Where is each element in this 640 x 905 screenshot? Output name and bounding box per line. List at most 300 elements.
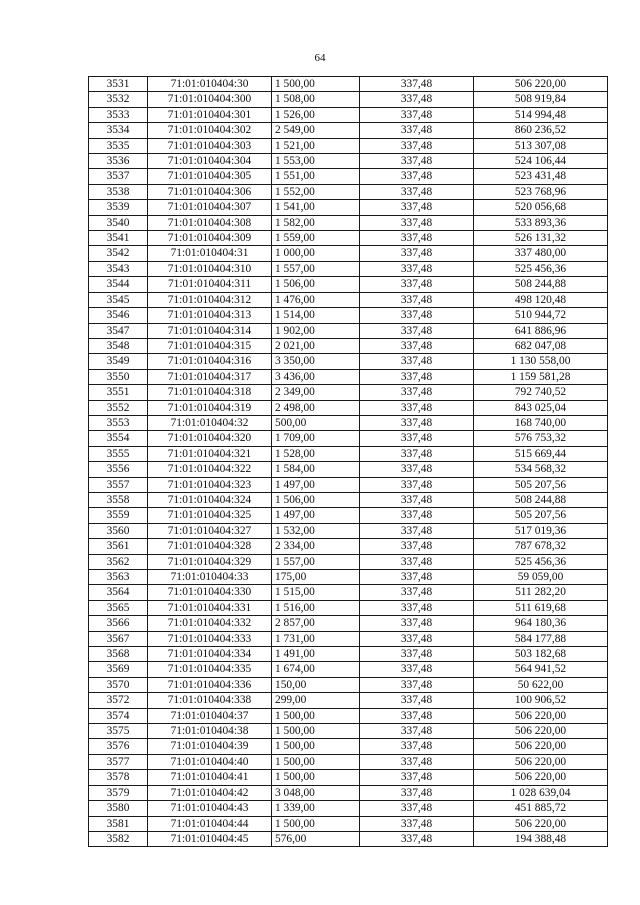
- row-number-cell: 3558: [89, 492, 148, 507]
- table-row: [89, 369, 608, 384]
- cadastral-value-cell: 508 919,84: [474, 92, 608, 107]
- rate-cell: 337,48: [360, 123, 474, 138]
- row-number-cell: 3578: [89, 770, 148, 785]
- cadastral-number-cell: 71:01:010404:30: [148, 77, 272, 92]
- area-cell: 1 541,00: [272, 200, 360, 215]
- table-row: [89, 508, 608, 523]
- cadastral-value-cell: 523 768,96: [474, 184, 608, 199]
- area-cell: 1 709,00: [272, 431, 360, 446]
- area-cell: 1 674,00: [272, 662, 360, 677]
- rate-cell: 337,48: [360, 77, 474, 92]
- row-number-cell: 3582: [89, 831, 148, 846]
- row-number-cell: 3577: [89, 754, 148, 769]
- cadastral-number-cell: 71:01:010404:328: [148, 539, 272, 554]
- cadastral-number-cell: 71:01:010404:306: [148, 184, 272, 199]
- row-number-cell: 3548: [89, 338, 148, 353]
- rate-cell: 337,48: [360, 662, 474, 677]
- rate-cell: 337,48: [360, 354, 474, 369]
- area-cell: 1 500,00: [272, 739, 360, 754]
- cadastral-value-cell: 517 019,36: [474, 523, 608, 538]
- table-row: [89, 477, 608, 492]
- table-row: [89, 107, 608, 122]
- cadastral-number-cell: 71:01:010404:41: [148, 770, 272, 785]
- row-number-cell: 3532: [89, 92, 148, 107]
- area-cell: 1 000,00: [272, 246, 360, 261]
- rate-cell: 337,48: [360, 246, 474, 261]
- area-cell: 3 048,00: [272, 785, 360, 800]
- table-row: [89, 431, 608, 446]
- row-number-cell: 3565: [89, 600, 148, 615]
- cadastral-number-cell: 71:01:010404:300: [148, 92, 272, 107]
- cadastral-value-cell: 1 028 639,04: [474, 785, 608, 800]
- area-cell: 1 339,00: [272, 801, 360, 816]
- table-row: [89, 92, 608, 107]
- cadastral-number-cell: 71:01:010404:44: [148, 816, 272, 831]
- rate-cell: 337,48: [360, 647, 474, 662]
- rate-cell: 337,48: [360, 724, 474, 739]
- table-row: [89, 292, 608, 307]
- table-row: [89, 323, 608, 338]
- page-number: 64: [314, 52, 326, 64]
- area-cell: 1 521,00: [272, 138, 360, 153]
- area-cell: 1 582,00: [272, 215, 360, 230]
- cadastral-value-cell: 337 480,00: [474, 246, 608, 261]
- table-row: [89, 308, 608, 323]
- row-number-cell: 3543: [89, 261, 148, 276]
- area-cell: 1 500,00: [272, 708, 360, 723]
- cadastral-value-cell: 964 180,36: [474, 616, 608, 631]
- row-number-cell: 3576: [89, 739, 148, 754]
- rate-cell: 337,48: [360, 631, 474, 646]
- cadastral-value-cell: 514 994,48: [474, 107, 608, 122]
- rate-cell: 337,48: [360, 816, 474, 831]
- row-number-cell: 3536: [89, 154, 148, 169]
- cadastral-number-cell: 71:01:010404:338: [148, 693, 272, 708]
- row-number-cell: 3553: [89, 415, 148, 430]
- table-row: [89, 554, 608, 569]
- row-number-cell: 3559: [89, 508, 148, 523]
- cadastral-value-cell: 506 220,00: [474, 770, 608, 785]
- row-number-cell: 3569: [89, 662, 148, 677]
- cadastral-value-cell: 506 220,00: [474, 708, 608, 723]
- table-row: [89, 277, 608, 292]
- table-row: [89, 385, 608, 400]
- rate-cell: 337,48: [360, 831, 474, 846]
- cadastral-value-cell: 525 456,36: [474, 554, 608, 569]
- cadastral-value-cell: 59 059,00: [474, 570, 608, 585]
- row-number-cell: 3534: [89, 123, 148, 138]
- area-cell: 1 532,00: [272, 523, 360, 538]
- table-row: [89, 739, 608, 754]
- rate-cell: 337,48: [360, 308, 474, 323]
- area-cell: 2 498,00: [272, 400, 360, 415]
- area-cell: 1 731,00: [272, 631, 360, 646]
- row-number-cell: 3541: [89, 231, 148, 246]
- rate-cell: 337,48: [360, 107, 474, 122]
- table-row: [89, 724, 608, 739]
- cadastral-number-cell: 71:01:010404:325: [148, 508, 272, 523]
- table-row: [89, 600, 608, 615]
- cadastral-number-cell: 71:01:010404:33: [148, 570, 272, 585]
- rate-cell: 337,48: [360, 785, 474, 800]
- rate-cell: 337,48: [360, 169, 474, 184]
- cadastral-number-cell: 71:01:010404:327: [148, 523, 272, 538]
- cadastral-number-cell: 71:01:010404:322: [148, 462, 272, 477]
- row-number-cell: 3540: [89, 215, 148, 230]
- cadastral-value-cell: 505 207,56: [474, 508, 608, 523]
- rate-cell: 337,48: [360, 385, 474, 400]
- row-number-cell: 3580: [89, 801, 148, 816]
- cadastral-value-cell: 508 244,88: [474, 277, 608, 292]
- rate-cell: 337,48: [360, 400, 474, 415]
- area-cell: 299,00: [272, 693, 360, 708]
- row-number-cell: 3542: [89, 246, 148, 261]
- row-number-cell: 3572: [89, 693, 148, 708]
- table-row: [89, 446, 608, 461]
- row-number-cell: 3581: [89, 816, 148, 831]
- area-cell: 3 436,00: [272, 369, 360, 384]
- rate-cell: 337,48: [360, 215, 474, 230]
- cadastral-number-cell: 71:01:010404:318: [148, 385, 272, 400]
- cadastral-number-cell: 71:01:010404:313: [148, 308, 272, 323]
- table-row: [89, 631, 608, 646]
- table-row: [89, 261, 608, 276]
- cadastral-number-cell: 71:01:010404:319: [148, 400, 272, 415]
- table-row: [89, 154, 608, 169]
- area-cell: 1 500,00: [272, 770, 360, 785]
- cadastral-number-cell: 71:01:010404:39: [148, 739, 272, 754]
- rate-cell: 337,48: [360, 92, 474, 107]
- cadastral-value-cell: 526 131,32: [474, 231, 608, 246]
- area-cell: 1 508,00: [272, 92, 360, 107]
- cadastral-number-cell: 71:01:010404:303: [148, 138, 272, 153]
- cadastral-number-cell: 71:01:010404:334: [148, 647, 272, 662]
- area-cell: 1 514,00: [272, 308, 360, 323]
- cadastral-value-cell: 451 885,72: [474, 801, 608, 816]
- cadastral-value-cell: 511 619,68: [474, 600, 608, 615]
- cadastral-number-cell: 71:01:010404:335: [148, 662, 272, 677]
- table-row: [89, 708, 608, 723]
- cadastral-number-cell: 71:01:010404:31: [148, 246, 272, 261]
- rate-cell: 337,48: [360, 616, 474, 631]
- table-row: [89, 415, 608, 430]
- table-row: [89, 215, 608, 230]
- cadastral-value-cell: 576 753,32: [474, 431, 608, 446]
- cadastral-number-cell: 71:01:010404:329: [148, 554, 272, 569]
- area-cell: 175,00: [272, 570, 360, 585]
- row-number-cell: 3563: [89, 570, 148, 585]
- rate-cell: 337,48: [360, 431, 474, 446]
- cadastral-value-cell: 506 220,00: [474, 724, 608, 739]
- row-number-cell: 3535: [89, 138, 148, 153]
- table-row: [89, 169, 608, 184]
- row-number-cell: 3539: [89, 200, 148, 215]
- cadastral-value-cell: 1 130 558,00: [474, 354, 608, 369]
- row-number-cell: 3551: [89, 385, 148, 400]
- table-row: [89, 338, 608, 353]
- cadastral-value-cell: 523 431,48: [474, 169, 608, 184]
- table-row: [89, 123, 608, 138]
- cadastral-number-cell: 71:01:010404:40: [148, 754, 272, 769]
- cadastral-number-cell: 71:01:010404:315: [148, 338, 272, 353]
- cadastral-value-cell: 787 678,32: [474, 539, 608, 554]
- cadastral-number-cell: 71:01:010404:38: [148, 724, 272, 739]
- row-number-cell: 3538: [89, 184, 148, 199]
- cadastral-number-cell: 71:01:010404:331: [148, 600, 272, 615]
- row-number-cell: 3555: [89, 446, 148, 461]
- rate-cell: 337,48: [360, 570, 474, 585]
- rate-cell: 337,48: [360, 770, 474, 785]
- area-cell: 1 500,00: [272, 816, 360, 831]
- cadastral-number-cell: 71:01:010404:45: [148, 831, 272, 846]
- area-cell: 500,00: [272, 415, 360, 430]
- row-number-cell: 3546: [89, 308, 148, 323]
- cadastral-number-cell: 71:01:010404:314: [148, 323, 272, 338]
- table-row: [89, 354, 608, 369]
- cadastral-value-cell: 50 622,00: [474, 677, 608, 692]
- cadastral-number-cell: 71:01:010404:310: [148, 261, 272, 276]
- table-body: [89, 77, 608, 847]
- rate-cell: 337,48: [360, 693, 474, 708]
- cadastral-value-cell: 641 886,96: [474, 323, 608, 338]
- row-number-cell: 3531: [89, 77, 148, 92]
- row-number-cell: 3579: [89, 785, 148, 800]
- table-row: [89, 585, 608, 600]
- cadastral-value-cell: 506 220,00: [474, 816, 608, 831]
- area-cell: 1 497,00: [272, 508, 360, 523]
- rate-cell: 337,48: [360, 600, 474, 615]
- cadastral-number-cell: 71:01:010404:301: [148, 107, 272, 122]
- area-cell: 1 506,00: [272, 492, 360, 507]
- area-cell: 1 559,00: [272, 231, 360, 246]
- row-number-cell: 3574: [89, 708, 148, 723]
- cadastral-number-cell: 71:01:010404:317: [148, 369, 272, 384]
- area-cell: 1 500,00: [272, 724, 360, 739]
- table-row: [89, 77, 608, 92]
- area-cell: 1 516,00: [272, 600, 360, 615]
- row-number-cell: 3561: [89, 539, 148, 554]
- cadastral-value-cell: 510 944,72: [474, 308, 608, 323]
- table-row: [89, 785, 608, 800]
- table-row: [89, 754, 608, 769]
- cadastral-number-cell: 71:01:010404:332: [148, 616, 272, 631]
- rate-cell: 337,48: [360, 323, 474, 338]
- cadastral-number-cell: 71:01:010404:309: [148, 231, 272, 246]
- row-number-cell: 3557: [89, 477, 148, 492]
- rate-cell: 337,48: [360, 184, 474, 199]
- area-cell: 1 557,00: [272, 261, 360, 276]
- rate-cell: 337,48: [360, 508, 474, 523]
- row-number-cell: 3547: [89, 323, 148, 338]
- table-row: [89, 184, 608, 199]
- cadastral-number-cell: 71:01:010404:32: [148, 415, 272, 430]
- row-number-cell: 3568: [89, 647, 148, 662]
- area-cell: 1 497,00: [272, 477, 360, 492]
- cadastral-number-cell: 71:01:010404:37: [148, 708, 272, 723]
- row-number-cell: 3556: [89, 462, 148, 477]
- rate-cell: 337,48: [360, 446, 474, 461]
- row-number-cell: 3537: [89, 169, 148, 184]
- cadastral-number-cell: 71:01:010404:330: [148, 585, 272, 600]
- cadastral-value-cell: 682 047,08: [474, 338, 608, 353]
- cadastral-number-cell: 71:01:010404:42: [148, 785, 272, 800]
- table-row: [89, 570, 608, 585]
- table-row: [89, 816, 608, 831]
- cadastral-value-cell: 511 282,20: [474, 585, 608, 600]
- table-row: [89, 246, 608, 261]
- cadastral-value-cell: 506 220,00: [474, 77, 608, 92]
- cadastral-value-cell: 1 159 581,28: [474, 369, 608, 384]
- rate-cell: 337,48: [360, 415, 474, 430]
- rate-cell: 337,48: [360, 277, 474, 292]
- rate-cell: 337,48: [360, 801, 474, 816]
- area-cell: 2 021,00: [272, 338, 360, 353]
- row-number-cell: 3570: [89, 677, 148, 692]
- table-row: [89, 138, 608, 153]
- cadastral-value-cell: 503 182,68: [474, 647, 608, 662]
- table-row: [89, 200, 608, 215]
- cadastral-number-cell: 71:01:010404:321: [148, 446, 272, 461]
- row-number-cell: 3567: [89, 631, 148, 646]
- row-number-cell: 3575: [89, 724, 148, 739]
- rate-cell: 337,48: [360, 200, 474, 215]
- area-cell: 2 334,00: [272, 539, 360, 554]
- row-number-cell: 3533: [89, 107, 148, 122]
- row-number-cell: 3549: [89, 354, 148, 369]
- row-number-cell: 3566: [89, 616, 148, 631]
- area-cell: 1 552,00: [272, 184, 360, 199]
- cadastral-value-cell: 792 740,52: [474, 385, 608, 400]
- rate-cell: 337,48: [360, 539, 474, 554]
- cadastral-number-cell: 71:01:010404:311: [148, 277, 272, 292]
- cadastral-value-cell: 564 941,52: [474, 662, 608, 677]
- cadastral-value-cell: 534 568,32: [474, 462, 608, 477]
- cadastral-number-cell: 71:01:010404:308: [148, 215, 272, 230]
- cadastral-value-cell: 524 106,44: [474, 154, 608, 169]
- area-cell: 1 528,00: [272, 446, 360, 461]
- cadastral-value-cell: 533 893,36: [474, 215, 608, 230]
- cadastral-value-cell: 508 244,88: [474, 492, 608, 507]
- cadastral-number-cell: 71:01:010404:323: [148, 477, 272, 492]
- area-cell: 1 491,00: [272, 647, 360, 662]
- row-number-cell: 3560: [89, 523, 148, 538]
- area-cell: 1 515,00: [272, 585, 360, 600]
- table-row: [89, 492, 608, 507]
- area-cell: 2 857,00: [272, 616, 360, 631]
- land-plot-table: [88, 76, 608, 847]
- cadastral-number-cell: 71:01:010404:307: [148, 200, 272, 215]
- rate-cell: 337,48: [360, 338, 474, 353]
- cadastral-number-cell: 71:01:010404:333: [148, 631, 272, 646]
- row-number-cell: 3552: [89, 400, 148, 415]
- rate-cell: 337,48: [360, 231, 474, 246]
- area-cell: 1 553,00: [272, 154, 360, 169]
- cadastral-value-cell: 506 220,00: [474, 754, 608, 769]
- cadastral-value-cell: 520 056,68: [474, 200, 608, 215]
- rate-cell: 337,48: [360, 554, 474, 569]
- table-row: [89, 647, 608, 662]
- row-number-cell: 3564: [89, 585, 148, 600]
- cadastral-value-cell: 584 177,88: [474, 631, 608, 646]
- cadastral-number-cell: 71:01:010404:316: [148, 354, 272, 369]
- area-cell: 576,00: [272, 831, 360, 846]
- rate-cell: 337,48: [360, 477, 474, 492]
- area-cell: 1 584,00: [272, 462, 360, 477]
- table-row: [89, 831, 608, 846]
- rate-cell: 337,48: [360, 154, 474, 169]
- table-row: [89, 770, 608, 785]
- rate-cell: 337,48: [360, 585, 474, 600]
- cadastral-value-cell: 100 906,52: [474, 693, 608, 708]
- area-cell: 150,00: [272, 677, 360, 692]
- rate-cell: 337,48: [360, 138, 474, 153]
- row-number-cell: 3554: [89, 431, 148, 446]
- row-number-cell: 3562: [89, 554, 148, 569]
- row-number-cell: 3544: [89, 277, 148, 292]
- cadastral-number-cell: 71:01:010404:336: [148, 677, 272, 692]
- cadastral-number-cell: 71:01:010404:305: [148, 169, 272, 184]
- cadastral-value-cell: 168 740,00: [474, 415, 608, 430]
- cadastral-value-cell: 843 025,04: [474, 400, 608, 415]
- area-cell: 1 500,00: [272, 77, 360, 92]
- table-row: [89, 539, 608, 554]
- area-cell: 1 476,00: [272, 292, 360, 307]
- cadastral-value-cell: 506 220,00: [474, 739, 608, 754]
- area-cell: 3 350,00: [272, 354, 360, 369]
- rate-cell: 337,48: [360, 292, 474, 307]
- cadastral-value-cell: 513 307,08: [474, 138, 608, 153]
- cadastral-number-cell: 71:01:010404:312: [148, 292, 272, 307]
- table-row: [89, 693, 608, 708]
- rate-cell: 337,48: [360, 677, 474, 692]
- area-cell: 2 349,00: [272, 385, 360, 400]
- row-number-cell: 3545: [89, 292, 148, 307]
- table-row: [89, 662, 608, 677]
- cadastral-value-cell: 505 207,56: [474, 477, 608, 492]
- area-cell: 1 526,00: [272, 107, 360, 122]
- rate-cell: 337,48: [360, 462, 474, 477]
- table-row: [89, 462, 608, 477]
- rate-cell: 337,48: [360, 739, 474, 754]
- row-number-cell: 3550: [89, 369, 148, 384]
- cadastral-number-cell: 71:01:010404:302: [148, 123, 272, 138]
- cadastral-value-cell: 860 236,52: [474, 123, 608, 138]
- rate-cell: 337,48: [360, 369, 474, 384]
- cadastral-value-cell: 525 456,36: [474, 261, 608, 276]
- area-cell: 1 551,00: [272, 169, 360, 184]
- cadastral-value-cell: 498 120,48: [474, 292, 608, 307]
- rate-cell: 337,48: [360, 708, 474, 723]
- table-row: [89, 231, 608, 246]
- area-cell: 1 500,00: [272, 754, 360, 769]
- area-cell: 2 549,00: [272, 123, 360, 138]
- table-row: [89, 677, 608, 692]
- cadastral-number-cell: 71:01:010404:43: [148, 801, 272, 816]
- cadastral-value-cell: 515 669,44: [474, 446, 608, 461]
- cadastral-number-cell: 71:01:010404:320: [148, 431, 272, 446]
- area-cell: 1 557,00: [272, 554, 360, 569]
- cadastral-number-cell: 71:01:010404:304: [148, 154, 272, 169]
- table-row: [89, 616, 608, 631]
- cadastral-number-cell: 71:01:010404:324: [148, 492, 272, 507]
- rate-cell: 337,48: [360, 261, 474, 276]
- cadastral-value-cell: 194 388,48: [474, 831, 608, 846]
- rate-cell: 337,48: [360, 523, 474, 538]
- table-row: [89, 400, 608, 415]
- rate-cell: 337,48: [360, 754, 474, 769]
- area-cell: 1 506,00: [272, 277, 360, 292]
- rate-cell: 337,48: [360, 492, 474, 507]
